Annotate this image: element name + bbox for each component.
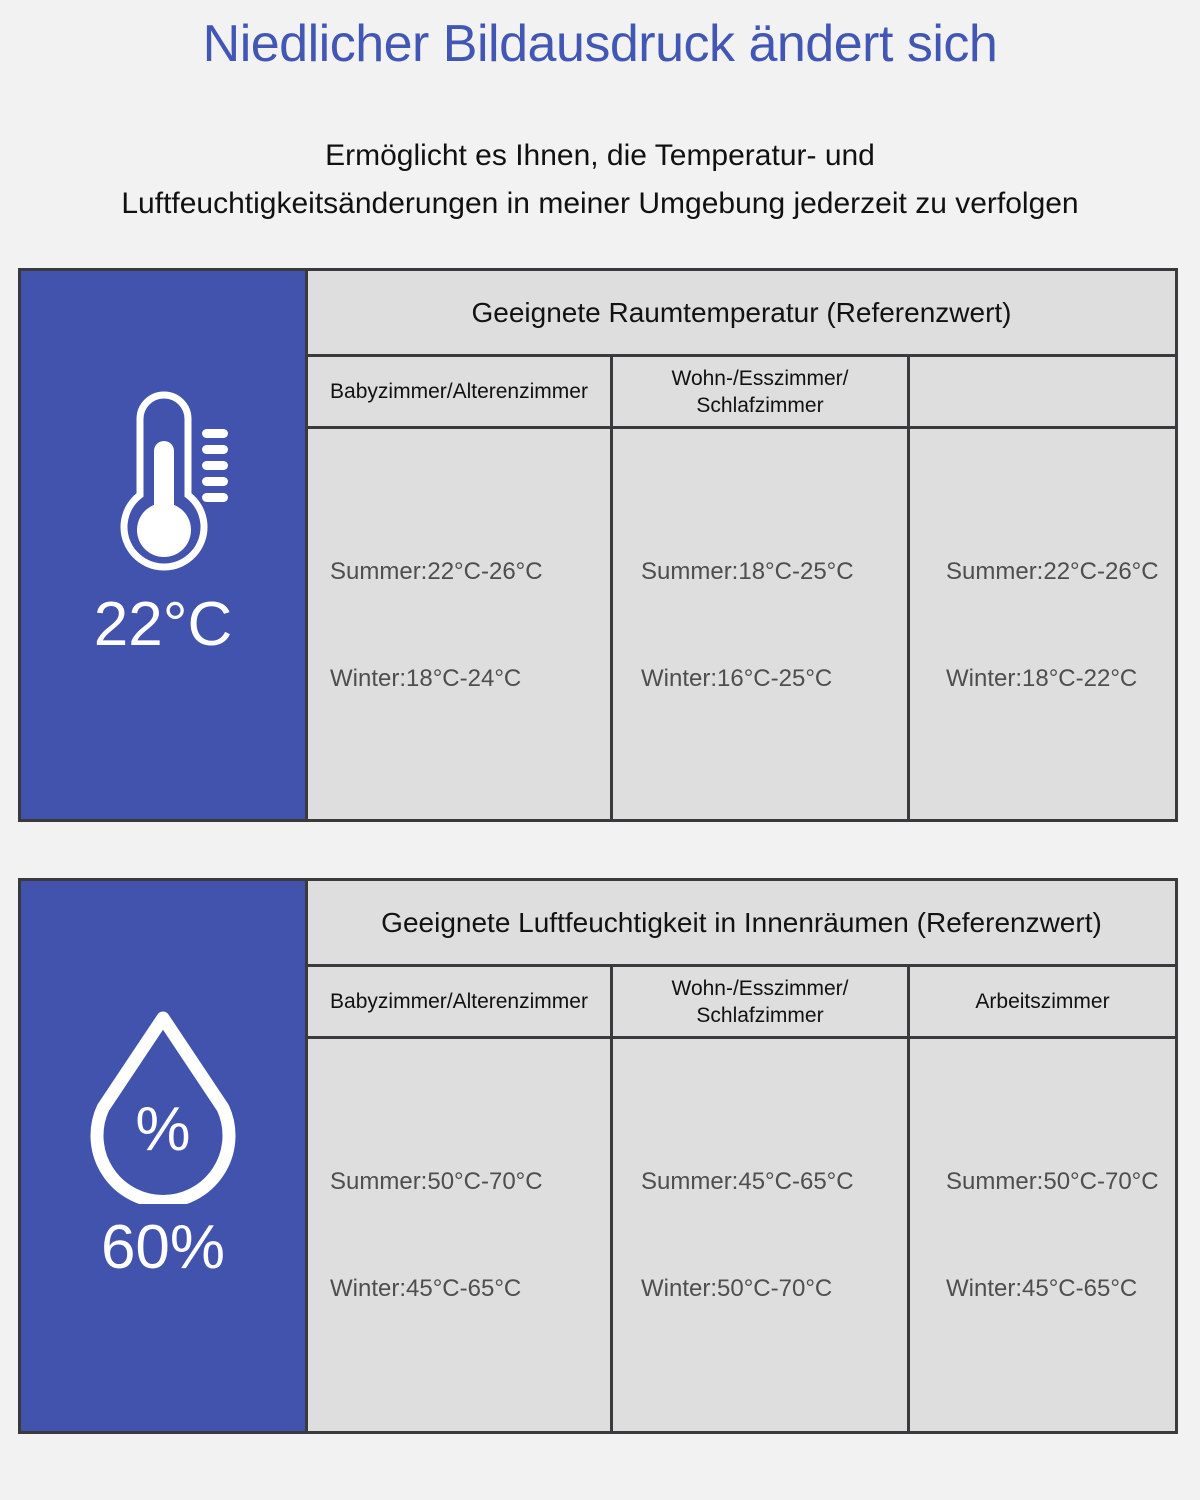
water-drop-percent-icon — [73, 1004, 253, 1209]
winter-range: Winter:18°C-22°C — [946, 665, 1138, 692]
temperature-table-header-row — [308, 357, 1175, 429]
humidity-column-header-3 — [910, 967, 1175, 1036]
page-subtitle — [0, 132, 1200, 228]
column-header-line-2: Schlafzimmer — [696, 1003, 824, 1027]
column-header-text: Babyzimmer/Alterenzimmer — [330, 380, 588, 403]
winter-range: Winter:18°C-24°C — [330, 665, 522, 692]
temperature-reference-table — [308, 268, 1178, 822]
subtitle-line-1: Ermöglicht es Ihnen, die Temperatur- und — [325, 139, 875, 172]
summer-range: Summer:45°C-65°C — [641, 1168, 854, 1195]
humidity-column-header-1 — [308, 967, 613, 1036]
column-header-text — [672, 975, 849, 1029]
temperature-table-data-row — [308, 429, 1175, 819]
temperature-column-header-2 — [613, 357, 910, 426]
column-header-text: Babyzimmer/Alterenzimmer — [330, 990, 588, 1013]
temperature-reading: 22°C — [93, 589, 233, 659]
temperature-column-header-3 — [910, 357, 1175, 426]
temperature-cell-3 — [910, 429, 1175, 819]
column-header-text — [672, 365, 849, 419]
summer-range: Summer:50°C-70°C — [946, 1168, 1159, 1195]
column-header-text: Arbeitszimmer — [975, 990, 1110, 1013]
svg-text:%: % — [135, 1094, 191, 1164]
summer-range: Summer:18°C-25°C — [641, 558, 854, 585]
humidity-table-data-row — [308, 1039, 1175, 1431]
humidity-cell-2 — [613, 1039, 910, 1431]
humidity-icon-panel — [18, 878, 308, 1434]
humidity-section — [18, 878, 1178, 1434]
summer-range: Summer:50°C-70°C — [330, 1168, 543, 1195]
humidity-column-header-2 — [613, 967, 910, 1036]
temperature-section — [18, 268, 1178, 822]
winter-range: Winter:16°C-25°C — [641, 665, 833, 692]
humidity-reference-table — [308, 878, 1178, 1434]
winter-range: Winter:45°C-65°C — [946, 1275, 1138, 1302]
temperature-cell-1 — [308, 429, 613, 819]
temperature-icon-panel — [18, 268, 308, 822]
page-title: Niedlicher Bildausdruck ändert sich — [202, 15, 998, 73]
column-header-line-2: Schlafzimmer — [696, 393, 824, 417]
summer-range: Summer:22°C-26°C — [946, 558, 1159, 585]
humidity-table-header-row — [308, 967, 1175, 1039]
humidity-reading: 60% — [100, 1212, 226, 1282]
humidity-table-title: Geeignete Luftfeuchtigkeit in Innenräumen (Referenzwert) — [308, 881, 1175, 967]
winter-range: Winter:50°C-70°C — [641, 1275, 833, 1302]
column-header-line-1: Wohn-/Esszimmer/ — [671, 366, 849, 390]
winter-range: Winter:45°C-65°C — [330, 1275, 522, 1302]
temperature-cell-2 — [613, 429, 910, 819]
subtitle-line-2: Luftfeuchtigkeitsänderungen in meiner Umgebung jederzeit zu verfolgen — [121, 187, 1079, 220]
temperature-column-header-1 — [308, 357, 613, 426]
temperature-table-title: Geeignete Raumtemperatur (Referenzwert) — [308, 271, 1175, 357]
summer-range: Summer:22°C-26°C — [330, 558, 543, 585]
thermometer-icon — [78, 391, 248, 586]
humidity-cell-3 — [910, 1039, 1175, 1431]
humidity-cell-1 — [308, 1039, 613, 1431]
column-header-line-1: Wohn-/Esszimmer/ — [671, 976, 849, 1000]
